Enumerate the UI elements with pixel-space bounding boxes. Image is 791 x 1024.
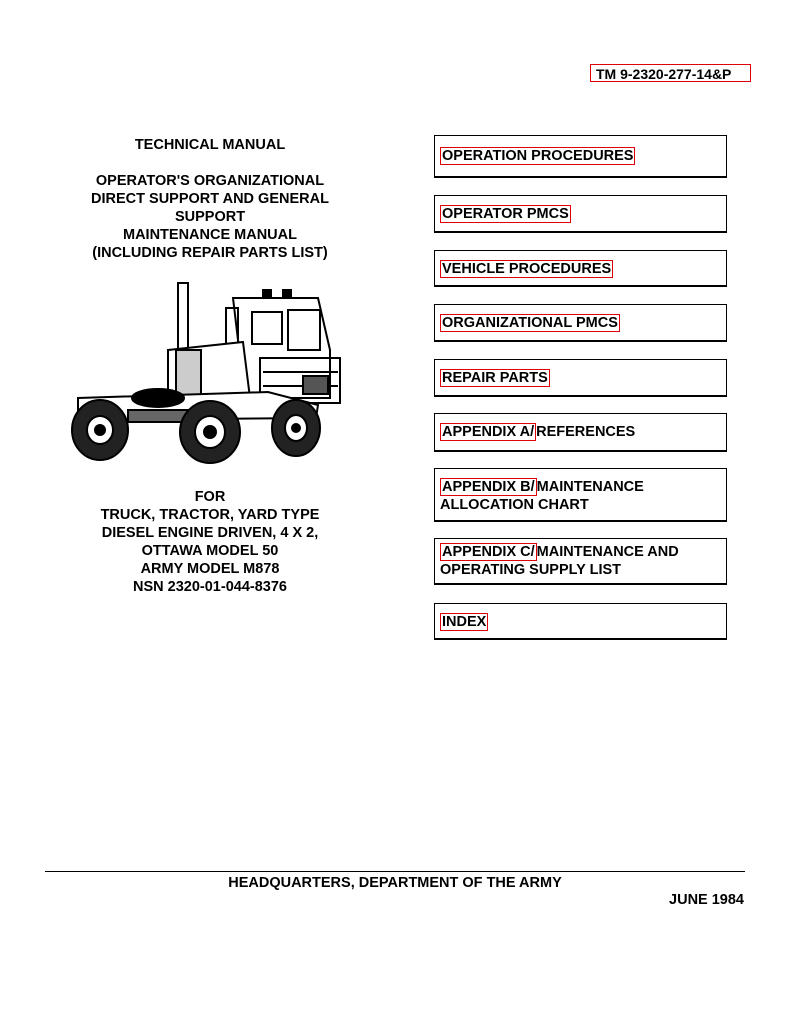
toc-link-index[interactable]: INDEX	[442, 614, 487, 630]
toc-text-appendix-b: MAINTENANCE	[536, 479, 644, 495]
toc-box-appendix-b	[434, 468, 727, 522]
toc-box-appendix-a	[434, 413, 727, 452]
footer-organization: HEADQUARTERS, DEPARTMENT OF THE ARMY	[228, 875, 562, 891]
truck-illustration	[68, 280, 358, 465]
toc-link-organizational-pmcs[interactable]: ORGANIZATIONAL PMCS	[442, 315, 618, 331]
for-line: FOR	[194, 489, 226, 505]
toc-link-vehicle-procedures[interactable]: VEHICLE PROCEDURES	[442, 261, 612, 277]
toc-link-operation-procedures[interactable]: OPERATION PROCEDURES	[442, 148, 634, 164]
footer-divider	[45, 871, 745, 872]
toc-link-appendix-c[interactable]: APPENDIX C/	[442, 544, 535, 560]
tm-number-link[interactable]: TM 9-2320-277-14&P	[590, 64, 751, 82]
toc-box-appendix-c	[434, 538, 727, 585]
title-line: SUPPORT	[174, 209, 246, 225]
for-line: OTTAWA MODEL 50	[141, 543, 279, 559]
for-line: ARMY MODEL M878	[140, 561, 280, 577]
vehicle-description	[60, 488, 360, 596]
title-line: (INCLUDING REPAIR PARTS LIST)	[92, 245, 328, 261]
toc-text-appendix-a: REFERENCES	[536, 424, 636, 440]
toc-box-operator-pmcs	[434, 195, 727, 233]
title-line: OPERATOR'S ORGANIZATIONAL	[95, 173, 325, 189]
toc-text-appendix-b-line2: ALLOCATION CHART	[440, 497, 589, 513]
toc-box-vehicle-procedures	[434, 250, 727, 287]
toc-link-operator-pmcs[interactable]: OPERATOR PMCS	[442, 206, 569, 222]
footer-date: JUNE 1984	[669, 892, 744, 908]
title-line: MAINTENANCE MANUAL	[123, 227, 297, 243]
toc-box-repair-parts	[434, 359, 727, 397]
toc-text-appendix-c: MAINTENANCE AND	[536, 544, 679, 560]
for-line: DIESEL ENGINE DRIVEN, 4 X 2,	[101, 525, 319, 541]
toc-link-repair-parts[interactable]: REPAIR PARTS	[442, 370, 548, 386]
toc-link-appendix-b[interactable]: APPENDIX B/	[442, 479, 535, 495]
technical-manual-heading: TECHNICAL MANUAL	[134, 137, 286, 153]
for-line: TRUCK, TRACTOR, YARD TYPE	[100, 507, 320, 523]
title-line: DIRECT SUPPORT AND GENERAL	[91, 191, 329, 207]
toc-box-organizational-pmcs	[434, 304, 727, 342]
toc-text-appendix-c-line2: OPERATING SUPPLY LIST	[440, 562, 622, 578]
toc-box-index	[434, 603, 727, 640]
toc-box-operation-procedures	[434, 135, 727, 178]
toc-link-appendix-a[interactable]: APPENDIX A/	[442, 424, 535, 440]
title-block	[60, 136, 360, 262]
for-line: NSN 2320-01-044-8376	[133, 579, 287, 595]
